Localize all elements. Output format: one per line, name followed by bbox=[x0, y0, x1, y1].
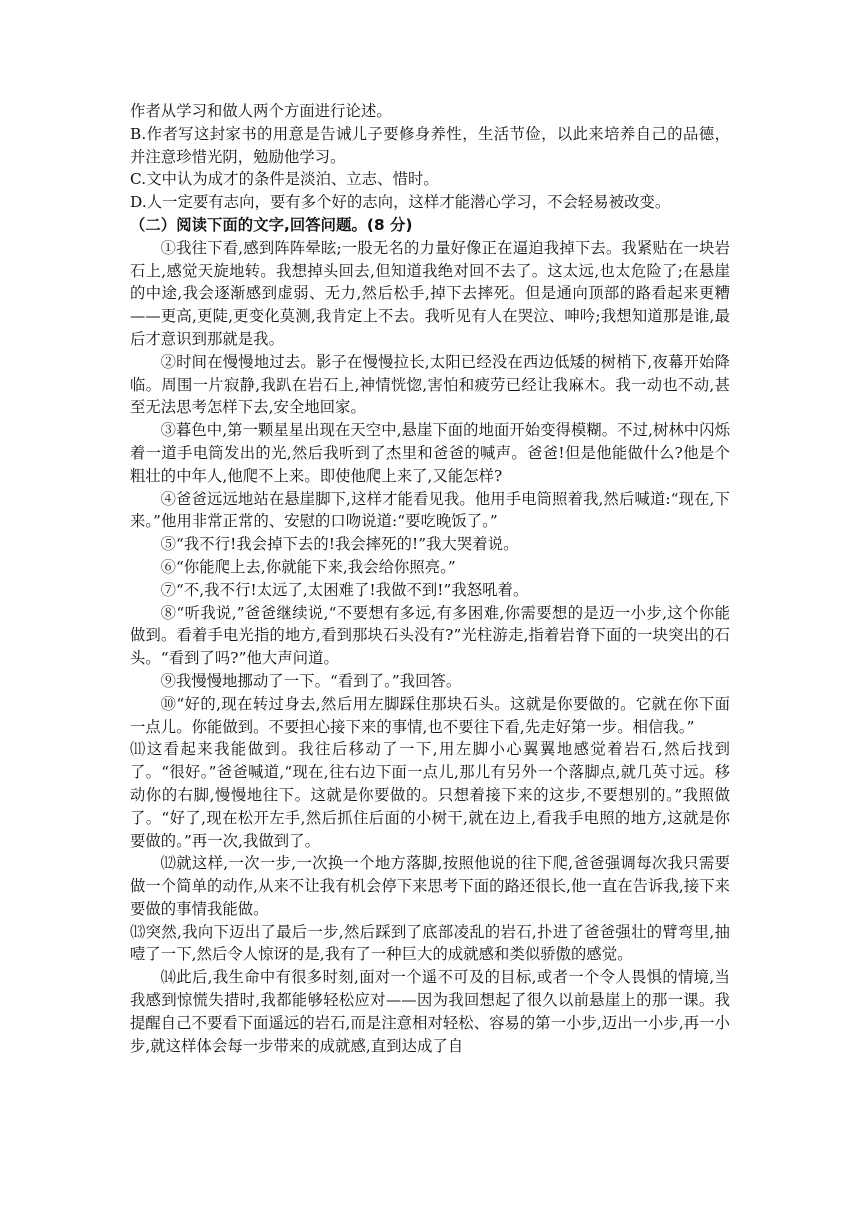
passage-paragraph: ③暮色中,第一颗星星出现在天空中,悬崖下面的地面开始变得模糊。不过,树林中闪烁着一道手电筒发出的光,然后我听到了杰里和爸爸的喊声。爸爸!但是他能做什么?他是个粗壮的中年人,他爬不上来。即使他爬上来了,又能怎样? bbox=[130, 421, 730, 485]
passage-paragraph: ②时间在慢慢地过去。影子在慢慢拉长,太阳已经没在西边低矮的树梢下,夜幕开始降临。周围一片寂静,我趴在岩石上,神情恍惚,害怕和疲劳已经让我麻木。我一动也不动,甚至无法思考怎样下去,安全地回家。 bbox=[130, 352, 730, 417]
option-a-tail: 作者从学习和做人两个方面进行论述。 bbox=[130, 102, 392, 120]
passage bbox=[130, 237, 730, 1058]
passage-paragraph: ⑨我慢慢地挪动了一下。“看到了。”我回答。 bbox=[160, 671, 462, 690]
passage-paragraph: ⑩“好的,现在转过身去,然后用左脚踩住那块石头。这就是你要做的。它就在你下面一点儿。你能做到。不要担心接下来的事情,也不要往下看,先走好第一步。相信我。” bbox=[130, 694, 730, 736]
option-c: C.文中认为成才的条件是淡泊、立志、惜时。 bbox=[130, 170, 439, 189]
option-b: B.作者写这封家书的用意是告诫儿子要修身养性，生活节俭，以此来培养自己的品德，并注意珍惜光阴，勉励他学习。 bbox=[130, 124, 730, 166]
document-page bbox=[130, 100, 730, 1057]
passage-paragraph: ④爸爸远远地站在悬崖脚下,这样才能看见我。他用手电筒照着我,然后喊道:“现在,下来。”他用非常正常的、安慰的口吻说道:“要吃晚饭了。” bbox=[130, 489, 730, 531]
passage-paragraph: ⑥“你能爬上去,你就能下来,我会给你照亮。” bbox=[160, 557, 456, 576]
passage-paragraph: ⑤“我不行!我会掉下去的!我会摔死的!”我大哭着说。 bbox=[160, 535, 519, 554]
passage-paragraph: ⒀突然,我向下迈出了最后一步,然后踩到了底部凌乱的岩石,扑进了爸爸强壮的臂弯里,抽噎了一下,然后令人惊讶的是,我有了一种巨大的成就感和类似骄傲的感觉。 bbox=[130, 922, 730, 964]
passage-paragraph: ⑾这看起来我能做到。我往后移动了一下,用左脚小心翼翼地感觉着岩石,然后找到了。“很好。”爸爸喊道,“现在,往右边下面一点儿,那儿有另外一个落脚点,就几英寸远。移动你的右脚,慢慢地往下。这就是你要做的。只想着接下来的这步,不要想别的。”我照做了。“好了,现在松开左手,然后抓住后面的小树干,就在边上,看我手电照的地方,这就是你要做的。”再一次,我做到了。 bbox=[130, 740, 730, 850]
passage-paragraph: ①我往下看,感到阵阵晕眩;一股无名的力量好像正在逼迫我掉下去。我紧贴在一块岩石上,感觉天旋地转。我想掉头回去,但知道我绝对回不去了。这太远,也太危险了;在悬崖的中途,我会逐渐感到虚弱、无力,然后松手,掉下去摔死。但是通向顶部的路看起来更糟——更高,更陡,更变化莫测,我肯定上不去。我听见有人在哭泣、呻吟;我想知道那是谁,最后才意识到那就是我。 bbox=[130, 238, 730, 348]
passage-paragraph: ⑦“不,我不行!太远了,太困难了!我做不到!”我怒吼着。 bbox=[160, 580, 529, 599]
option-d: D.人一定要有志向，要有多个好的志向，这样才能潜心学习，不会轻易被改变。 bbox=[130, 193, 671, 212]
passage-paragraph: ⒁此后,我生命中有很多时刻,面对一个遥不可及的目标,或者一个令人畏惧的情境,当我感到惊慌失措时,我都能够轻松应对——因为我回想起了很久以前悬崖上的那一课。我提醒自己不要看下面遥远的岩石,而是注意相对轻松、容易的第一小步,迈出一小步,再一小步,就这样体会每一步带来的成就感,直到达成了自 bbox=[130, 968, 730, 1055]
section-title: （二）阅读下面的文字,回答问题。(8 分) bbox=[130, 215, 413, 234]
passage-paragraph: ⑿就这样,一次一步,一次换一个地方落脚,按照他说的往下爬,爸爸强调每次我只需要做一个简单的动作,从来不让我有机会停下来思考下面的路还很长,他一直在告诉我,接下来要做的事情我能做。 bbox=[130, 854, 730, 918]
passage-paragraph: ⑧“听我说,”爸爸继续说,“不要想有多远,有多困难,你需要想的是迈一小步,这个你能做到。看着手电光指的地方,看到那块石头没有?”光柱游走,指着岩脊下面的一块突出的石头。“看到了吗?”他大声问道。 bbox=[130, 603, 730, 668]
